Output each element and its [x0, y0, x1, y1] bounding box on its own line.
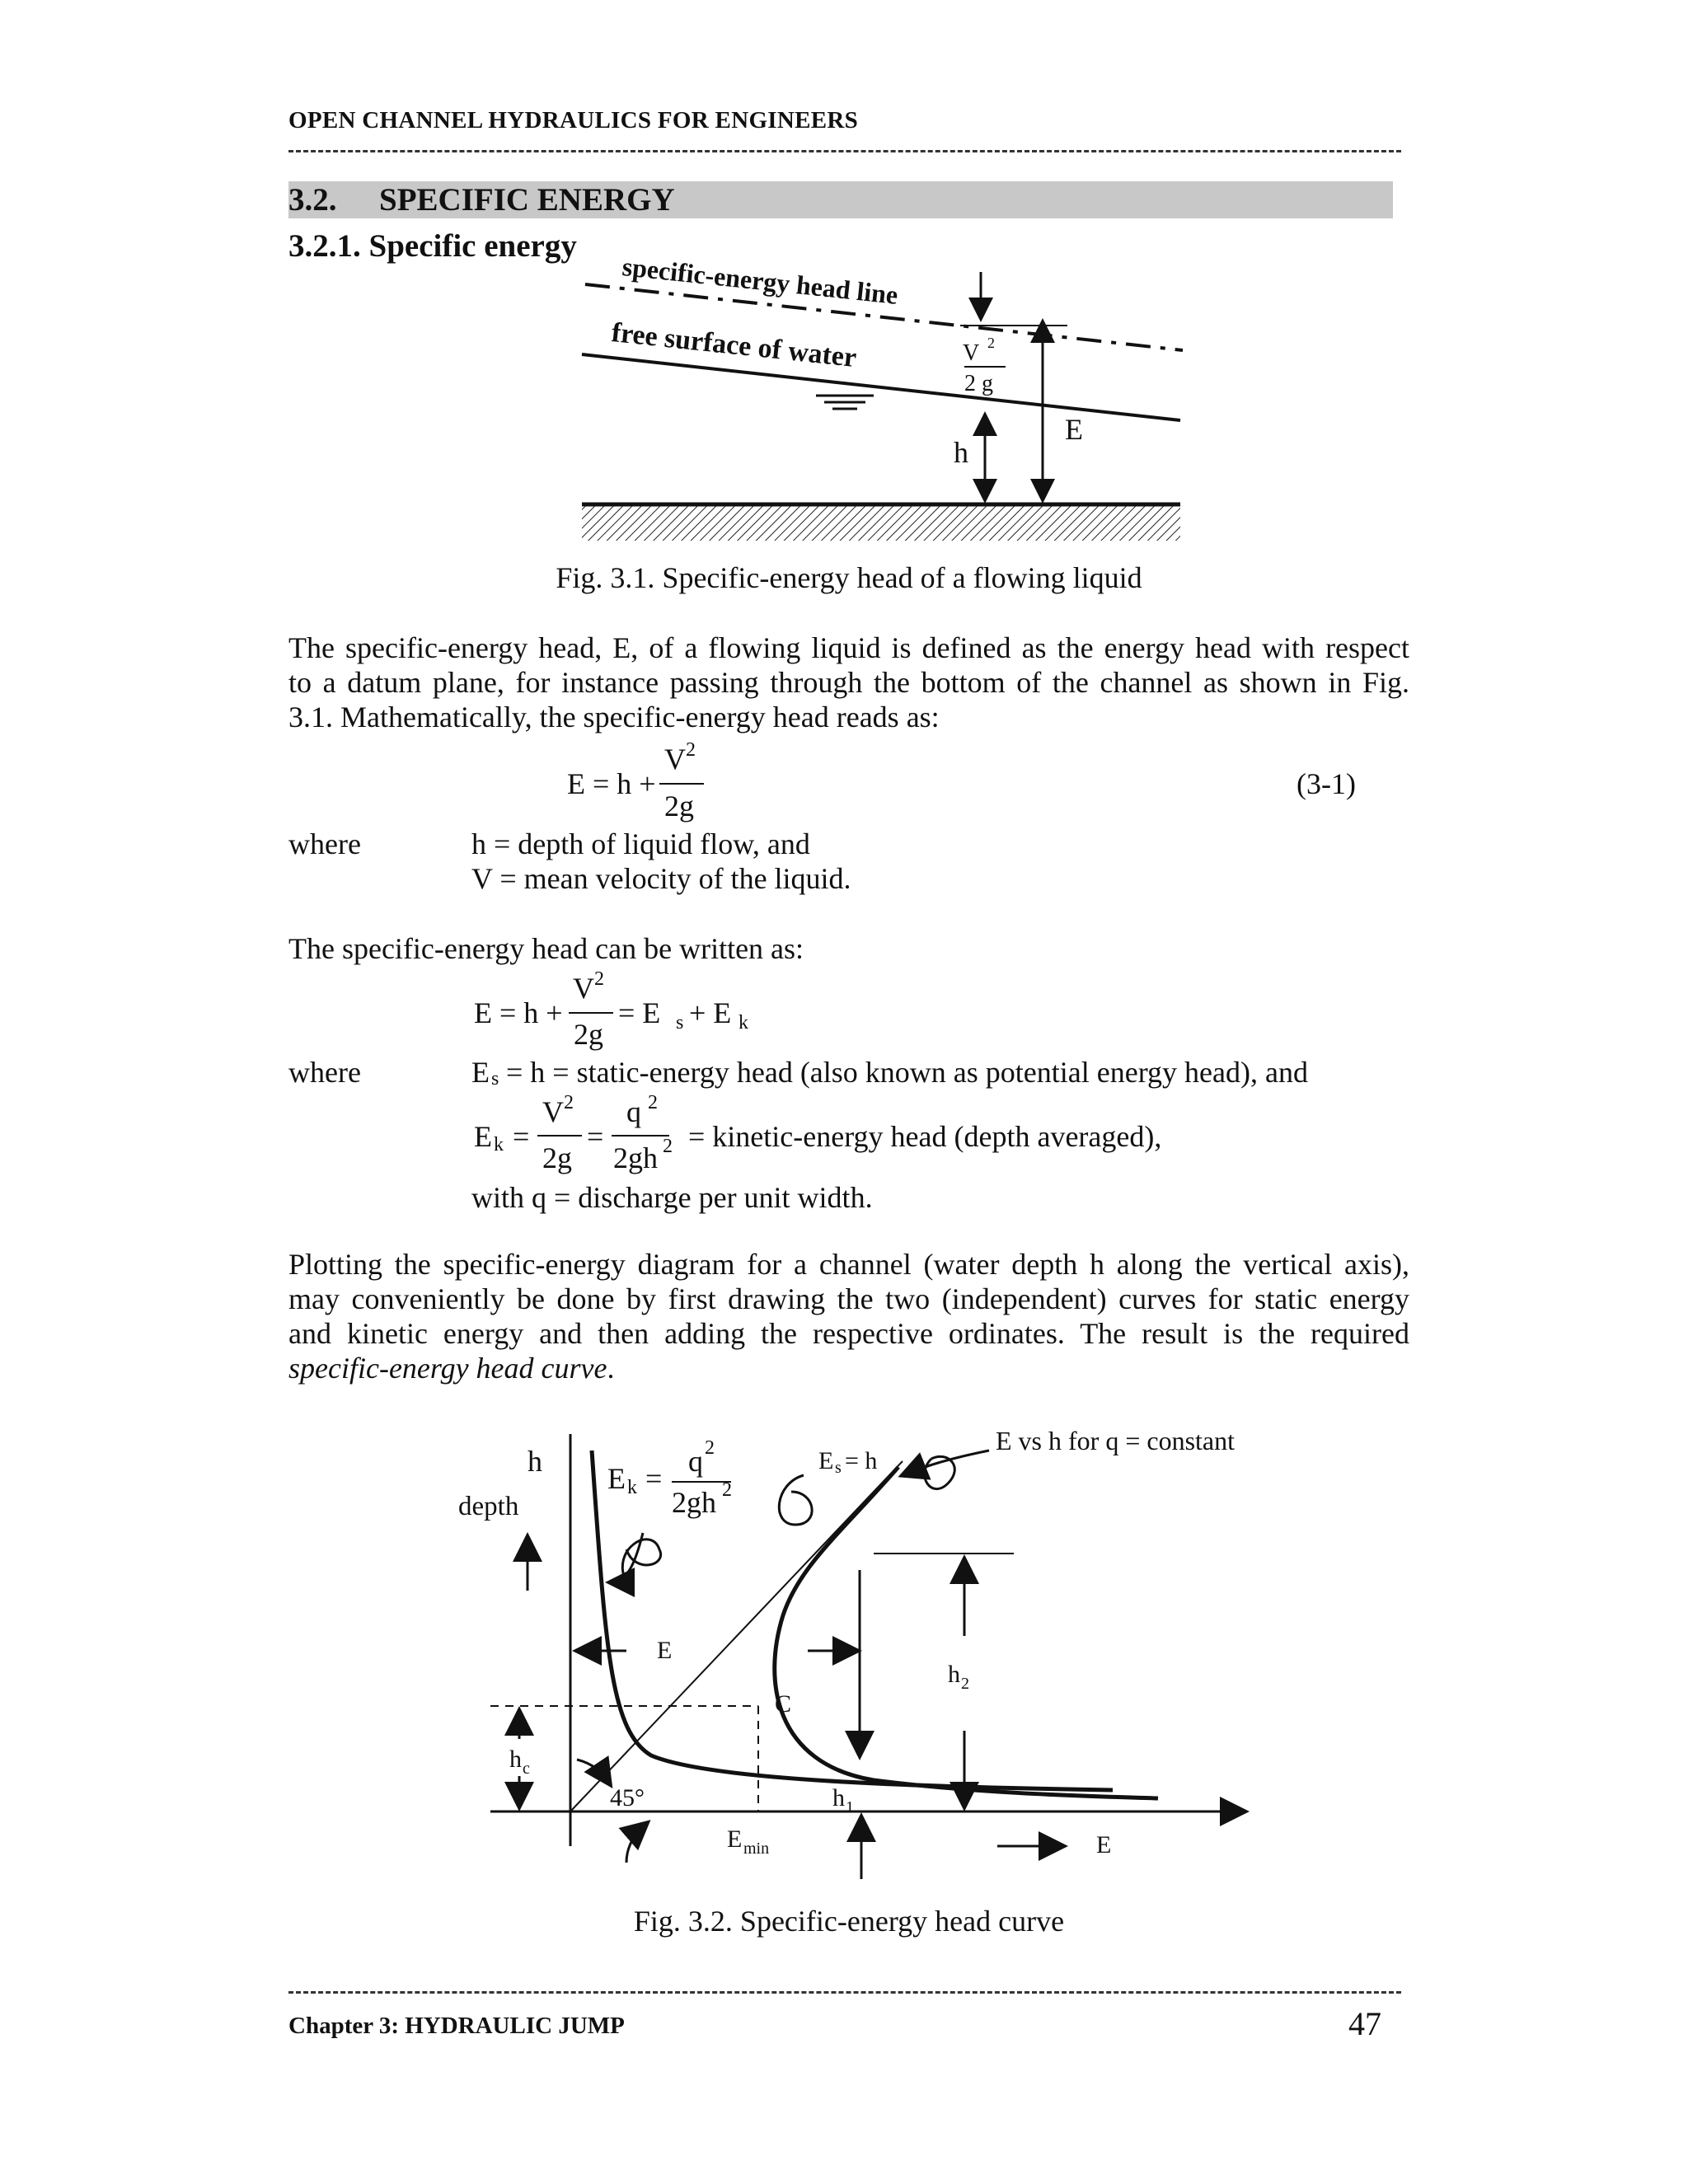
ek-fraction-1-num: V	[542, 1095, 564, 1128]
critical-point-label: C	[775, 1690, 792, 1718]
ek-label-den-exp: 2	[722, 1479, 732, 1501]
equation-2-rhs-k: k	[738, 1012, 748, 1033]
es-symbol: E	[471, 1056, 490, 1089]
equation-1-den: 2g	[664, 790, 694, 823]
es-label-s: s	[835, 1459, 842, 1477]
angle-pointer	[577, 1760, 610, 1784]
equation-2-den: 2g	[574, 1018, 603, 1051]
ek-label-den: 2gh	[672, 1486, 716, 1519]
where-1-line-1: h = depth of liquid flow, and	[471, 827, 810, 860]
emin-subscript: min	[743, 1840, 770, 1858]
section-title-text: SPECIFIC ENERGY	[379, 182, 675, 218]
h1-label: h	[832, 1784, 845, 1811]
running-head: OPEN CHANNEL HYDRAULICS FOR ENGINEERS	[288, 107, 859, 134]
ek-equals: =	[513, 1120, 530, 1153]
equation-1-num: V	[664, 743, 686, 776]
ek-fraction-2-num: q	[626, 1095, 641, 1128]
label-v: V	[963, 340, 980, 366]
equation-2-lhs: E = h +	[474, 996, 563, 1029]
es-definition: = h = static-energy head (also known as potential energy head), and	[506, 1056, 1308, 1089]
equation-2-rhs-s: s	[676, 1012, 684, 1033]
subsection-title: 3.2.1. Specific energy	[288, 228, 577, 264]
ek-fraction-2-den-exp: 2	[663, 1136, 673, 1157]
angle-45-label: 45°	[610, 1784, 645, 1811]
ek-fraction-2-den: 2gh	[613, 1141, 658, 1174]
paragraph-3-line: Plotting the specific-energy diagram for a channel (water depth h along the vertical axis),	[288, 1248, 1409, 1281]
ek-loop	[622, 1540, 660, 1582]
label-free-surface: free surface of water	[610, 317, 858, 374]
page-number: 47	[1348, 2005, 1381, 2042]
ek-label-num: q	[688, 1445, 703, 1478]
ek-label-eq: =	[645, 1462, 663, 1495]
emin-label: E	[727, 1825, 743, 1853]
paragraph-1-line: 3.1. Mathematically, the specific-energy head reads as:	[288, 701, 940, 733]
equation-1-lhs: E = h +	[567, 767, 656, 800]
h1-subscript: 1	[846, 1798, 854, 1816]
paragraph-3-italic: specific-energy head curve	[288, 1352, 607, 1385]
equation-2-rhs-eq: = E	[618, 996, 661, 1029]
equation-2-num-exp: 2	[594, 968, 604, 990]
paragraph-3-line: and kinetic energy and then adding the respective ordinates. The result is the required	[288, 1317, 1409, 1350]
h2-subscript: 2	[961, 1675, 969, 1693]
with-q-line: with q = discharge per unit width.	[471, 1181, 873, 1214]
label-2g: 2 g	[964, 371, 993, 396]
ek-subscript: k	[494, 1134, 504, 1155]
es-subscript: s	[491, 1068, 499, 1090]
label-h: h	[954, 436, 968, 469]
ek-equals-2: =	[587, 1120, 604, 1153]
label-v-exp: 2	[987, 335, 995, 351]
e-vs-h-curve	[775, 1467, 1158, 1798]
where-label: where	[288, 827, 361, 860]
curve-label: E vs h for q = constant	[996, 1426, 1235, 1455]
where-1-line-2: V = mean velocity of the liquid.	[471, 862, 851, 895]
paragraph-3-line: may conveniently be done by first drawing the two (independent) curves for static energy	[288, 1282, 1409, 1315]
axis-h-label: h	[528, 1445, 542, 1478]
e-arrow-label: E	[657, 1637, 673, 1664]
paragraph-1-line: The specific-energy head, E, of a flowing liquid is defined as the energy head with respect	[288, 631, 1409, 664]
es-label-rest: = h	[845, 1447, 878, 1474]
paragraph-1-line: to a datum plane, for instance passing through the bottom of the channel as shown in Fig.	[288, 666, 1409, 699]
hc-label: h	[509, 1746, 522, 1773]
label-head-line: specific-energy head line	[621, 251, 900, 310]
equation-1-num-exp: 2	[686, 739, 696, 761]
axis-e-label: E	[1096, 1831, 1112, 1858]
ek-label-num-exp: 2	[705, 1437, 715, 1459]
equation-number: (3-1)	[1296, 767, 1356, 800]
e-curve-pointer	[903, 1451, 989, 1475]
ek-definition: = kinetic-energy head (depth averaged),	[688, 1120, 1162, 1153]
paragraph-3-tail: .	[607, 1352, 615, 1385]
equation-2-num: V	[573, 972, 594, 1005]
ek-label-k: k	[627, 1477, 637, 1498]
ek-fraction-1-den: 2g	[542, 1141, 572, 1174]
label-E: E	[1065, 413, 1083, 446]
section-number: 3.2.	[288, 182, 337, 218]
footer-chapter: Chapter 3: HYDRAULIC JUMP	[288, 2013, 625, 2039]
es-label-E: E	[818, 1447, 834, 1474]
ek-curve	[592, 1451, 1113, 1790]
es-loop	[779, 1475, 812, 1525]
ek-label-E: E	[607, 1462, 626, 1495]
where-label: where	[288, 1056, 361, 1089]
hc-subscript: c	[523, 1760, 530, 1778]
figure-1-caption: Fig. 3.1. Specific-energy head of a flowing liquid	[556, 561, 1142, 594]
es-equals-h-line	[570, 1461, 903, 1811]
h2-label: h	[948, 1661, 960, 1688]
ek-fraction-1-exp: 2	[564, 1092, 574, 1113]
footer-divider	[288, 1991, 1401, 1994]
figure-2-caption: Fig. 3.2. Specific-energy head curve	[633, 1905, 1065, 1938]
paragraph-2: The specific-energy head can be written as:	[288, 932, 804, 965]
45-pointer	[626, 1823, 647, 1863]
ek-symbol: E	[474, 1120, 492, 1153]
axis-depth-label: depth	[458, 1492, 519, 1521]
ek-fraction-2-exp: 2	[648, 1092, 658, 1113]
equation-2-rhs-plus: + E	[689, 996, 732, 1029]
